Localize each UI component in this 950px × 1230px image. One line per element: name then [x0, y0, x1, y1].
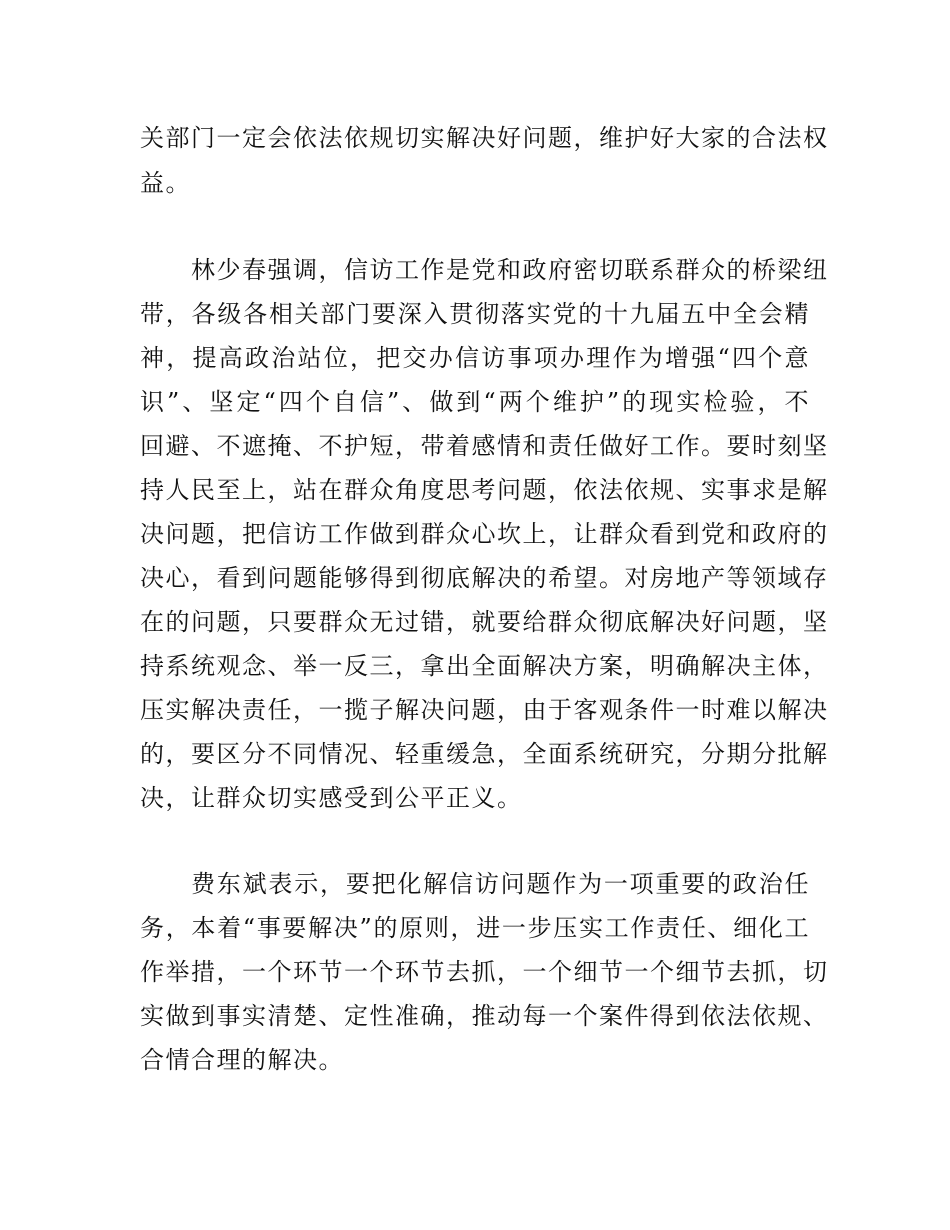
paragraph-2-line-1: 林少春强调，信访工作是党和政府密切联系群众的桥梁纽: [191, 256, 829, 284]
paragraph-2-line-9: 在的问题，只要群众无过错，就要给群众彻底解决好问题，坚: [140, 608, 829, 636]
paragraph-3-line-5: 合情合理的解决。: [140, 1046, 344, 1074]
paragraph-2-line-12: 的，要区分不同情况、轻重缓急，全面系统研究，分期分批解: [140, 740, 829, 768]
paragraph-3-line-3: 作举措，一个环节一个环节去抓，一个细节一个细节去抓，切: [140, 958, 829, 986]
paragraph-2-line-6: 持人民至上，站在群众角度思考问题，依法依规、实事求是解: [140, 476, 829, 504]
paragraph-2-line-8: 决心，看到问题能够得到彻底解决的希望。对房地产等领域存: [140, 564, 829, 592]
paragraph-2-line-2: 带，各级各相关部门要深入贯彻落实党的十九届五中全会精: [140, 300, 810, 328]
paragraph-2-line-13: 决，让群众切实感受到公平正义。: [140, 784, 523, 812]
paragraph-3-line-1: 费东斌表示，要把化解信访问题作为一项重要的政治任: [191, 870, 810, 898]
paragraph-2-line-11: 压实解决责任，一揽子解决问题，由于客观条件一时难以解决: [140, 696, 829, 724]
paragraph-3-line-2: 务，本着“事要解决”的原则，进一步压实工作责任、细化工: [140, 914, 810, 942]
paragraph-3-line-4: 实做到事实清楚、定性准确，推动每一个案件得到依法依规、: [140, 1002, 829, 1030]
paragraph-1-line-1: 关部门一定会依法依规切实解决好问题，维护好大家的合法权: [140, 124, 829, 152]
paragraph-1-line-2: 益。: [140, 169, 191, 197]
paragraph-2-line-4: 识”、坚定“四个自信”、做到“两个维护”的现实检验，不: [140, 388, 810, 416]
paragraph-2-line-3: 神，提高政治站位，把交办信访事项办理作为增强“四个意: [140, 344, 810, 372]
paragraph-2-line-5: 回避、不遮掩、不护短，带着感情和责任做好工作。要时刻坚: [140, 432, 829, 460]
paragraph-2-line-10: 持系统观念、举一反三，拿出全面解决方案，明确解决主体，: [140, 652, 829, 680]
paragraph-2-line-7: 决问题，把信访工作做到群众心坎上，让群众看到党和政府的: [140, 520, 829, 548]
